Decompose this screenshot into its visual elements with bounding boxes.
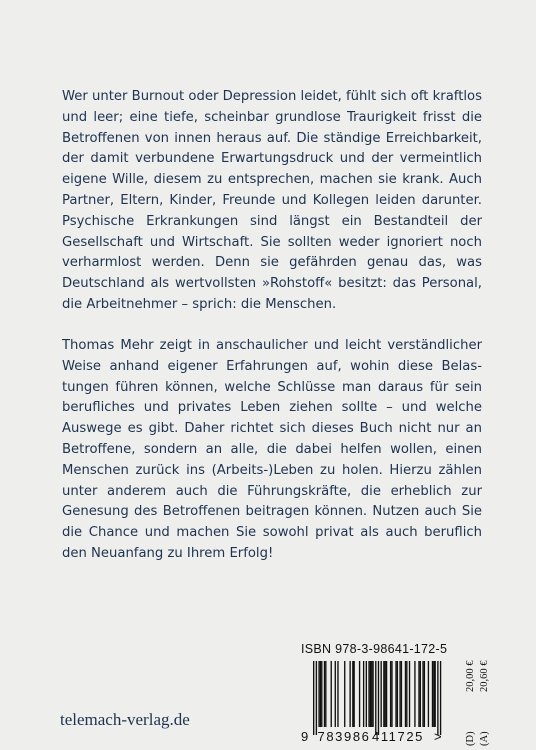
price-country-austria: (A) [479, 731, 490, 746]
barcode-bar [435, 661, 436, 727]
barcode-bar [349, 661, 350, 727]
barcode-bar [399, 661, 400, 727]
barcode-bar [440, 661, 441, 735]
barcode-bar [335, 661, 336, 727]
price-germany: 20,00 € [465, 660, 476, 692]
barcode-bar [437, 661, 438, 735]
barcode-bar [375, 661, 376, 735]
barcode-bar [372, 661, 373, 727]
barcode-bar [422, 661, 423, 727]
barcode-bar [344, 661, 345, 727]
barcode-bar [354, 661, 355, 727]
barcode-bar [363, 661, 364, 727]
barcode-graphic [300, 659, 452, 745]
publisher-url: telemach-verlag.de [60, 710, 190, 729]
barcode-bar [386, 661, 387, 727]
price-country-germany: (D) [465, 731, 476, 746]
barcode-bar [432, 661, 433, 727]
barcode-bar [366, 661, 367, 727]
barcode-bar [424, 661, 425, 727]
price-block [457, 642, 497, 746]
barcode-bar [370, 661, 371, 727]
barcode-bar [391, 661, 392, 727]
barcode-bar [316, 661, 317, 735]
barcode-bar [313, 661, 314, 735]
blurb-paragraph-1: Wer unter Burnout oder Depression leidet, fühlt sich oft kraftlos und leer; eine tiefe, scheinbar grundlose Traurigkeit frisst die Betroffenen von innen heraus auf. Die ständige Erreichbarkeit, der damit verbundene Erwartungsdruck und der vermeintlich eigene Wille, diesem zu entsprechen, machen sie krank. Auch Partner, Eltern, Kinder, Freunde und Kollegen leiden darunter. Psychische Erkrankungen sind längst ein Bestandteil der Gesellschaft und Wirtschaft. Sie sollten weder ignoriert noch verharmlost werden. Denn sie gefährden genau das, was Deutschland als wertvollsten »Rohstoff« besitzt: das Personal, die Arbeitnehmer – sprich: die Menschen. [62, 89, 482, 312]
barcode-left-digits: 783986 [317, 729, 371, 744]
barcode-bar [383, 661, 384, 727]
barcode-bar [352, 661, 353, 727]
barcode-bar [324, 661, 325, 727]
barcode-end-mark: > [434, 729, 442, 744]
barcode-bar [321, 661, 322, 727]
barcode-bar [325, 661, 326, 727]
barcode-bar [414, 661, 415, 727]
barcode-bar [420, 661, 421, 727]
isbn-number: ISBN 978-3-98641-172-5 [301, 642, 448, 656]
barcode-bar [378, 661, 379, 735]
barcode-bar [433, 661, 434, 727]
barcode-first-digit: 9 [301, 729, 309, 744]
ean-barcode [300, 659, 452, 745]
barcode-bar [381, 661, 382, 727]
barcode-bar [401, 661, 402, 727]
barcode-bar [318, 661, 319, 727]
blurb-paragraph-2: Thomas Mehr zeigt in anschaulicher und leicht verständlicher Weise anhand eigener Erfahrungen auf, wohin diese Belastungen führen können, welche Schlüsse man daraus für sein berufliches und privates Leben ziehen sollte – und welche Auswege es gibt. Daher richtet sich dieses Buch nicht nur an Betroffene, sondern an alle, die dabei helfen wollen, einen Menschen zurück ins (Arbeits-)Leben zu holen. Hierzu zählen unter anderem auch die Führungskräfte, die erheblich zur Genesung des Betroffenen beitragen können. Nutzen auch Sie die Chance und machen Sie sowohl privat als auch beruflich den Neuanfang zu Ihrem Erfolg! [62, 338, 482, 561]
barcode-bar [337, 661, 338, 727]
price-austria: 20,60 € [479, 660, 490, 692]
barcode-bar [409, 661, 410, 727]
barcode-bar [405, 661, 406, 727]
barcode-bar [331, 661, 332, 727]
barcode-bar [406, 661, 407, 727]
barcode-bar [390, 661, 391, 727]
barcode-bar [359, 661, 360, 727]
barcode-bar [371, 661, 372, 727]
barcode-bar [428, 661, 429, 727]
barcode-bar [395, 661, 396, 727]
barcode-bar [385, 661, 386, 727]
barcode-bar [368, 661, 369, 727]
barcode-bar [418, 661, 419, 727]
barcode-bar [320, 661, 321, 727]
barcode-right-digits: 411725 [371, 729, 425, 744]
barcode-bar [397, 661, 398, 727]
